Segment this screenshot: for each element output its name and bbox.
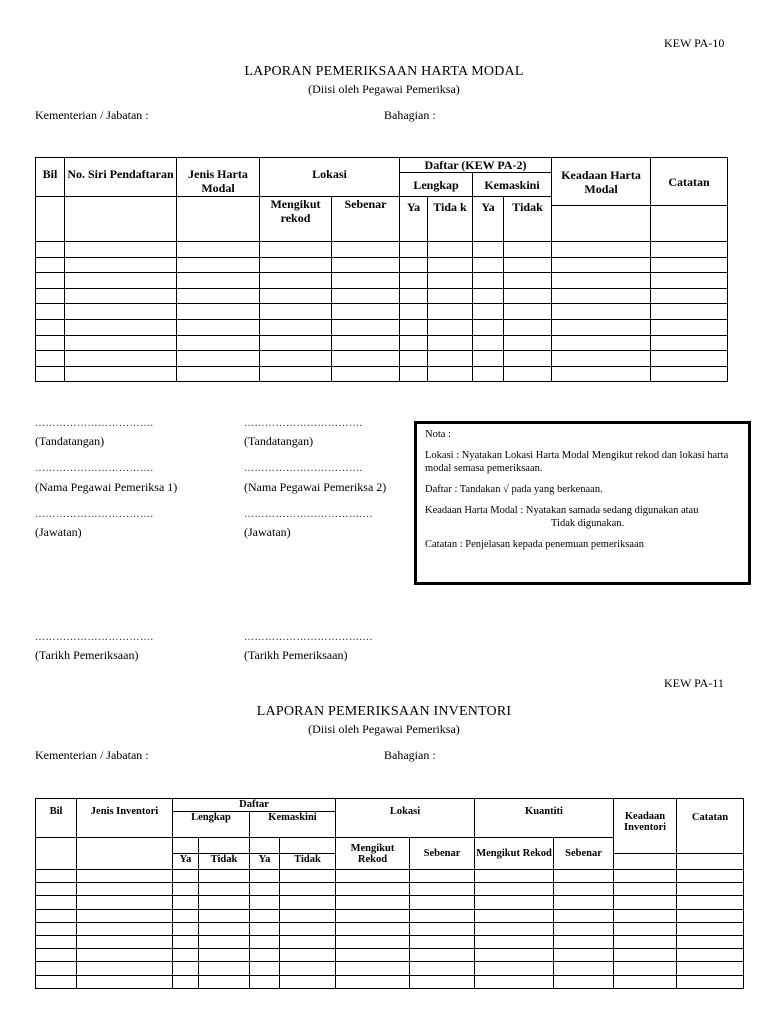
nota-keadaan-line2: Tidak digunakan. [551,518,625,529]
signature-line: ……………………………. [244,418,363,429]
form2-kementerian-label: Kementerian / Jabatan : [35,748,149,762]
header-daftar: Daftar [173,799,336,812]
tandatangan-label-1: (Tandatangan) [35,434,105,448]
tandatangan-label-2: (Tandatangan) [244,434,314,448]
header-lokasi: Lokasi [260,158,400,197]
table-row [36,896,744,909]
form2-title: LAPORAN PEMERIKSAAN INVENTORI [256,704,512,719]
table-row [36,975,744,988]
header-ya-lengkap: Ya [173,854,199,870]
header-lokasi-mengikut-rekod: Mengikut Rekod [336,838,410,870]
table-row [36,909,744,922]
nama-pegawai-2-label: (Nama Pegawai Pemeriksa 2) [244,480,387,494]
nota-daftar: Daftar : Tandakan √ pada yang berkenaan. [425,484,603,495]
header-kemaskini: Kemaskini [250,812,336,838]
nota-box [414,421,751,585]
nota-catatan: Catatan : Penjelasan kepada penemuan pemeriksaan [425,539,644,550]
header-ya-kemaskini: Ya [473,197,504,242]
header-lengkap: Lengkap [400,173,473,197]
header-ya-lengkap: Ya [400,197,428,242]
header-no-siri: No. Siri Pendaftaran [65,158,177,197]
header-kuantiti-mengikut-rekod: Mengikut Rekod [475,838,554,870]
header-lengkap: Lengkap [173,812,250,838]
nota-heading: Nota : [425,429,451,440]
header-kuantiti-sebenar: Sebenar [554,838,614,870]
header-sebenar: Sebenar [332,197,400,242]
table-row [36,366,728,382]
inventori-table [35,798,744,989]
jawatan-label-2: (Jawatan) [244,525,291,539]
header-jenis-harta-modal: Jenis Harta Modal [177,158,260,197]
header-lokasi-sebenar: Sebenar [410,838,475,870]
table-row [36,335,728,351]
form2-bahagian-label: Bahagian : [384,748,436,762]
header-keadaan: Keadaan Harta Modal [552,158,651,206]
header-ya-kemaskini: Ya [250,854,280,870]
table-row [36,870,744,883]
header-tidak-lengkap: Tida k [428,197,473,242]
form1-kementerian-label: Kementerian / Jabatan : [35,108,149,122]
table-row [36,304,728,320]
header-jenis-inventori: Jenis Inventori [77,799,173,838]
header-bil: Bil [36,799,77,838]
header-tidak-kemaskini: Tidak [504,197,552,242]
header-keadaan-inventori: Keadaan Inventori [614,799,677,854]
signature-line: ……………………………. [35,463,154,474]
table-row [36,257,728,273]
header-kemaskini: Kemaskini [473,173,552,197]
form-code-kewpa10: KEW PA-10 [664,36,725,50]
header-catatan: Catatan [677,799,744,854]
table-row [36,949,744,962]
header-daftar: Daftar (KEW PA-2) [400,158,552,173]
nota-lokasi: Lokasi : Nyatakan Lokasi Harta Modal Mengikut rekod dan lokasi harta modal semasa pemeriksaan. [425,450,729,474]
tarikh-label-2: (Tarikh Pemeriksaan) [244,648,348,662]
header-bil: Bil [36,158,65,197]
tarikh-label-1: (Tarikh Pemeriksaan) [35,648,139,662]
nama-pegawai-1-label: (Nama Pegawai Pemeriksa 1) [35,480,178,494]
form-code-kewpa11: KEW PA-11 [664,676,724,690]
signature-line: …………………………….… [244,632,373,643]
signature-line: ……………………………. [244,463,363,474]
table-row [36,883,744,896]
signature-line: ……………………………. [35,418,154,429]
table-row [36,288,728,304]
header-mengikut-rekod: Mengikut rekod [260,197,332,242]
form1-title: LAPORAN PEMERIKSAAN HARTA MODAL [244,64,524,79]
header-tidak-kemaskini: Tidak [280,854,336,870]
signature-line: ……………………………. [35,632,154,643]
table-row [36,242,728,258]
table-row [36,351,728,367]
header-tidak-lengkap: Tidak [199,854,250,870]
form2-subtitle: (Diisi oleh Pegawai Pemeriksa) [308,722,460,736]
table-row [36,935,744,948]
table-row [36,319,728,335]
nota-keadaan [425,504,748,530]
table-row [36,273,728,289]
signature-line: …………………………….… [244,509,373,520]
table-row [36,962,744,975]
form1-bahagian-label: Bahagian : [384,108,436,122]
header-lokasi: Lokasi [336,799,475,838]
signature-line: ……………………………. [35,509,154,520]
header-catatan: Catatan [651,158,728,206]
table-row [36,922,744,935]
header-kuantiti: Kuantiti [475,799,614,838]
form1-subtitle: (Diisi oleh Pegawai Pemeriksa) [308,82,460,96]
harta-modal-table [35,157,728,382]
nota-keadaan-line1: Keadaan Harta Modal : Nyatakan samada sedang digunakan atau [425,505,699,516]
jawatan-label-1: (Jawatan) [35,525,82,539]
